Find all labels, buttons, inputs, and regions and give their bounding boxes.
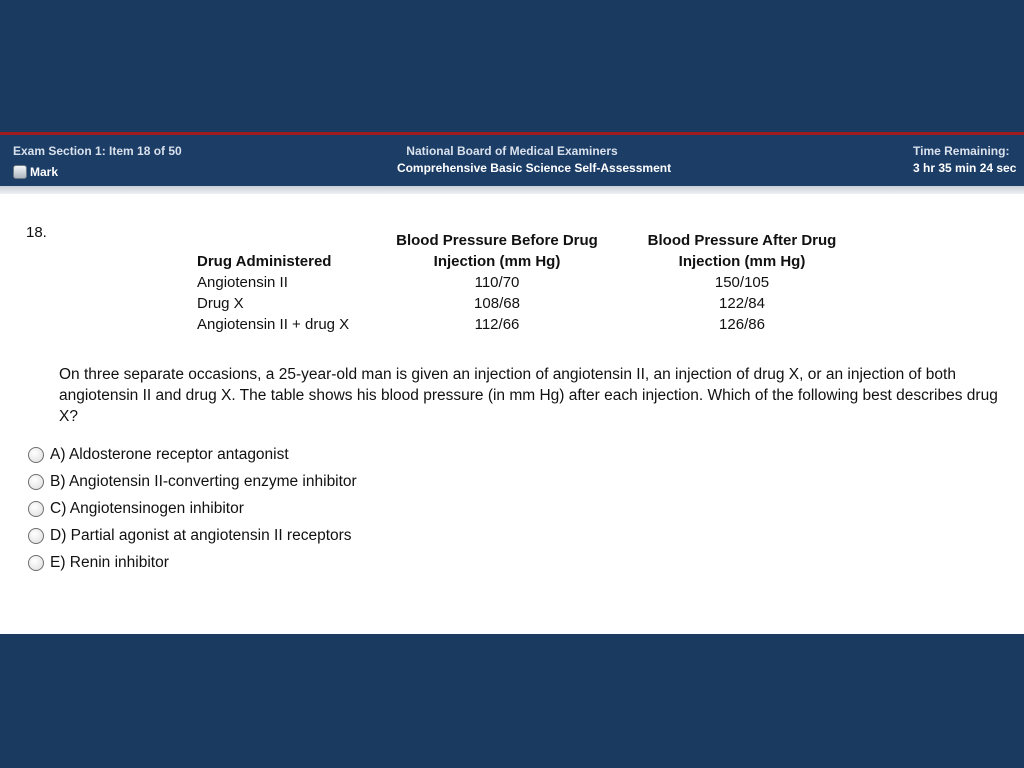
answer-option-c[interactable] <box>28 498 244 520</box>
answer-option-a[interactable] <box>28 444 289 466</box>
answer-option-e[interactable] <box>28 552 169 574</box>
radio-button-icon[interactable] <box>28 555 44 571</box>
answer-option-label: A) Aldosterone receptor antagonist <box>50 446 289 463</box>
table-row-after: 122/84 <box>719 295 765 312</box>
table-header-after-line2: Injection (mm Hg) <box>678 253 806 270</box>
question-stem: On three separate occasions, a 25-year-old man is given an injection of angiotensin II, an injection of drug X, or an injection of both angiotensin II and drug X. The table shows his blood pressure (in mm Hg) after each injection. Which of the following best describes drug X? <box>59 366 998 425</box>
time-remaining-value: 3 hr 35 min 24 sec <box>913 161 1017 175</box>
table-header-after-line1: Blood Pressure After Drug <box>647 232 837 249</box>
question-panel <box>0 194 1024 634</box>
table-row-before: 108/68 <box>474 295 520 312</box>
table-row-drug: Angiotensin II <box>197 274 288 291</box>
answer-option-d[interactable] <box>28 525 352 547</box>
question-number: 18. <box>26 224 47 241</box>
table-row-before: 112/66 <box>474 316 520 333</box>
table-row-drug: Angiotensin II + drug X <box>197 316 350 333</box>
table-row-after: 126/86 <box>719 316 765 333</box>
mark-label: Mark <box>30 165 59 179</box>
radio-button-icon[interactable] <box>28 528 44 544</box>
item-counter: Exam Section 1: Item 18 of 50 <box>13 144 182 158</box>
answer-option-b[interactable] <box>28 471 357 493</box>
radio-button-icon[interactable] <box>28 447 44 463</box>
table-header-drug: Drug Administered <box>197 253 332 270</box>
time-remaining-label: Time Remaining: <box>913 144 1010 158</box>
exam-header-bar <box>0 135 1024 186</box>
org-title: National Board of Medical Examiners <box>406 144 618 158</box>
table-row-before: 110/70 <box>474 274 520 291</box>
exam-title: Comprehensive Basic Science Self-Assessment <box>396 161 672 175</box>
table-row-after: 150/105 <box>714 274 770 291</box>
table-header-before-line2: Injection (mm Hg) <box>433 253 561 270</box>
answer-option-label: B) Angiotensin II-converting enzyme inhibitor <box>50 473 357 490</box>
answer-option-label: C) Angiotensinogen inhibitor <box>50 500 244 517</box>
table-row-drug: Drug X <box>197 295 244 312</box>
radio-button-icon[interactable] <box>28 474 44 490</box>
radio-button-icon[interactable] <box>28 501 44 517</box>
answer-option-label: E) Renin inhibitor <box>50 554 169 571</box>
table-header-before-line1: Blood Pressure Before Drug <box>396 232 598 249</box>
header-separator <box>0 186 1024 194</box>
answer-option-label: D) Partial agonist at angiotensin II receptors <box>50 527 352 544</box>
